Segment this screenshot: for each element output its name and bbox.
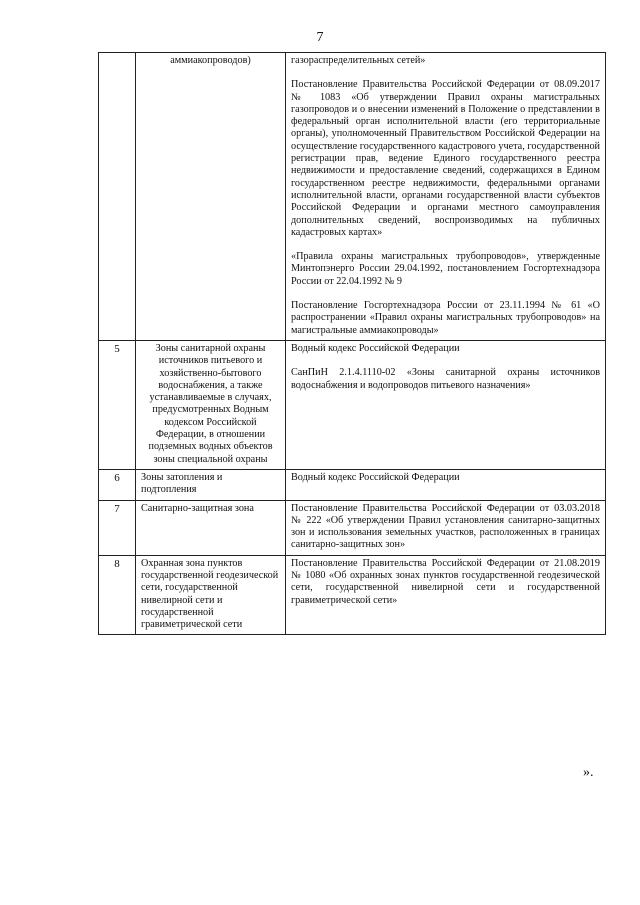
row-number: 6 bbox=[99, 469, 136, 500]
table-row bbox=[99, 340, 606, 469]
legal-act: Постановление Правительства Российской Федерации от 21.08.2019 № 1080 «Об охранных зонах пунктов государственной геодезической сети, государственной нивелирной сети и государственной гравиметрической сети» bbox=[291, 557, 600, 606]
legal-act: «Правила охраны магистральных трубопроводов», утвержденные Минтопэнерго России 29.04.1992, постановлением Госгортехнадзора России от 22.04.1992 № 9 bbox=[291, 251, 600, 287]
table-row bbox=[99, 500, 606, 555]
table-row bbox=[99, 555, 606, 635]
zone-name: Охранная зона пунктов государственной геодезической сети, государственной нивелирной сети и государственной гравиметрической сети bbox=[136, 555, 286, 635]
legal-act: Водный кодекс Российской Федерации bbox=[291, 471, 460, 483]
legal-act: Постановление Правительства Российской Федерации от 08.09.2017 № 1083 «Об утверждении Правил охраны магистральных газопроводов и о внесении изменений в Положение о представлении в федеральный орган исполнительной власти (его территориальные органы), уполномоченный Правительством Российской Федерации на осуществление государственного кадастрового учета, государственной регистрации прав, ведение Единого государственного реестра недвижимости и предоставление сведений, содержащихся в Едином государственном реестре недвижимости, федеральными органами исполнительной власти, органами государственной власти субъектов Российской Федерации и органами местного самоуправления дополнительных сведений, воспроизводимых на публичных кадастровых картах» bbox=[291, 79, 600, 238]
page-number: 7 bbox=[316, 30, 324, 45]
legal-acts-cell bbox=[286, 340, 606, 469]
table-row bbox=[99, 469, 606, 500]
table-row bbox=[99, 53, 606, 341]
row-number: 5 bbox=[99, 340, 136, 469]
zones-regulations-table bbox=[98, 52, 606, 635]
row-number: 7 bbox=[99, 500, 136, 555]
zone-name: Зоны санитарной охраны источников питьевого и хозяйственно-бытового водоснабжения, а также устанавливаемые в случаях, предусмотренных Водным кодексом Российской Федерации, в отношении подземных водных объектов зоны специальной охраны bbox=[136, 340, 286, 469]
row-number: 8 bbox=[99, 555, 136, 635]
legal-acts-cell bbox=[286, 555, 606, 635]
legal-act: Постановление Правительства Российской Федерации от 03.03.2018 № 222 «Об утверждении Правил установления санитарно-защитных зон и использования земельных участков, расположенных в границах санитарно-защитных зон» bbox=[291, 502, 600, 551]
legal-act: Водный кодекс Российской Федерации bbox=[291, 342, 460, 354]
legal-act: Постановление Госгортехнадзора России от 23.11.1994 № 61 «О распространении «Правил охраны магистральных трубопроводов» на магистральные аммиакопроводы» bbox=[291, 300, 600, 336]
legal-acts-cell bbox=[286, 53, 606, 341]
zone-name: Санитарно-защитная зона bbox=[136, 500, 286, 555]
closing-quote-mark: ». bbox=[583, 765, 594, 780]
legal-acts-cell bbox=[286, 469, 606, 500]
zone-name: аммиакопроводов) bbox=[136, 53, 286, 341]
row-number bbox=[99, 53, 136, 341]
legal-acts-cell bbox=[286, 500, 606, 555]
zone-name: Зоны затопления и подтопления bbox=[136, 469, 286, 500]
legal-act: газораспределительных сетей» bbox=[291, 55, 426, 66]
legal-act: СанПиН 2.1.4.1110-02 «Зоны санитарной охраны источников водоснабжения и водопроводов питьевого назначения» bbox=[291, 367, 600, 391]
